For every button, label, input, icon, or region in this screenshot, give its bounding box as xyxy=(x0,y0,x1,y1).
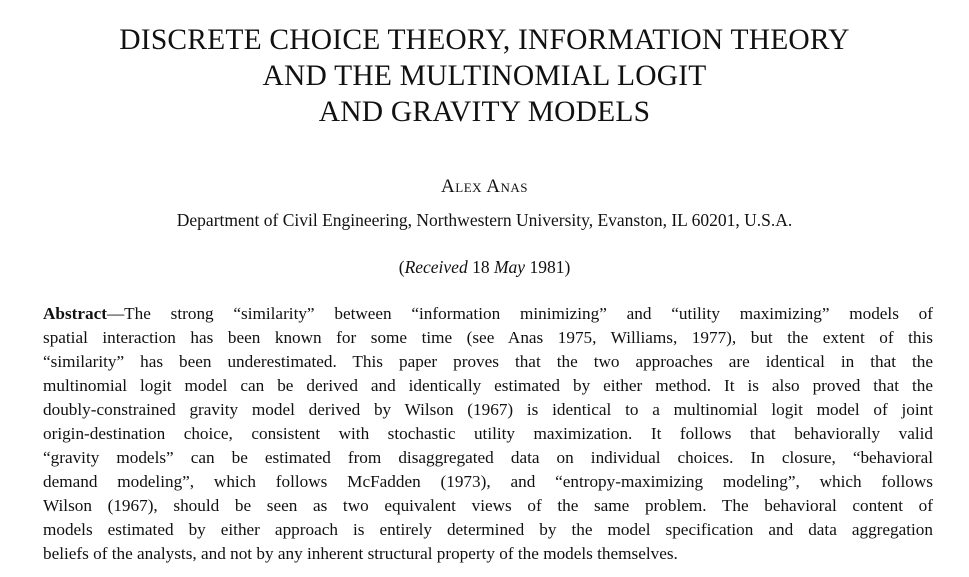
received-open: ( xyxy=(398,257,405,277)
abstract-line: models estimated by either approach is entirely determined by the model specification and data aggregation xyxy=(43,520,933,539)
abstract-label: Abstract xyxy=(43,304,107,323)
received-day: 18 xyxy=(467,257,494,277)
abstract-line: Wilson (1967), should be seen as two equivalent views of the same problem. The behavioral content of xyxy=(43,496,933,515)
received-year: 1981) xyxy=(525,257,571,277)
title-line-1: DISCRETE CHOICE THEORY, INFORMATION THEORY xyxy=(119,24,850,56)
abstract-line: “gravity models” can be estimated from disaggregated data on individual choices. In closure, “behavioral xyxy=(43,448,933,467)
title-line-3: AND GRAVITY MODELS xyxy=(318,96,651,128)
paper-title xyxy=(0,22,969,130)
abstract-line: doubly-constrained gravity model derived by Wilson (1967) is identical to a multinomial logit model of joint xyxy=(43,400,933,419)
received-month: May xyxy=(493,257,526,277)
abstract-line: beliefs of the analysts, and not by any inherent structural property of the models themselves. xyxy=(43,544,678,563)
received-word: Received xyxy=(404,257,468,277)
abstract-line: multinomial logit model can be derived and identically estimated by either method. It is also proved that the xyxy=(43,376,933,395)
author-affiliation: Department of Civil Engineering, Northwestern University, Evanston, IL 60201, U.S.A. xyxy=(176,210,793,230)
abstract-line xyxy=(43,302,933,326)
received-date xyxy=(0,257,969,278)
title-line-2: AND THE MULTINOMIAL LOGIT xyxy=(262,60,707,92)
abstract-line: spatial interaction has been known for some time (see Anas 1975, Williams, 1977), but the extent of this xyxy=(43,328,933,347)
abstract-line-text: —The strong “similarity” between “information minimizing” and “utility maximizing” models of xyxy=(106,304,933,323)
abstract-line: origin-destination choice, consistent with stochastic utility maximization. It follows that behaviorally valid xyxy=(43,424,933,443)
author-name: Alex Anas xyxy=(441,176,528,197)
abstract-line: “similarity” has been underestimated. This paper proves that the two approaches are identical in that the xyxy=(43,352,933,371)
abstract-line: demand modeling”, which follows McFadden (1973), and “entropy-maximizing modeling”, which follows xyxy=(43,472,933,491)
abstract xyxy=(43,302,933,566)
